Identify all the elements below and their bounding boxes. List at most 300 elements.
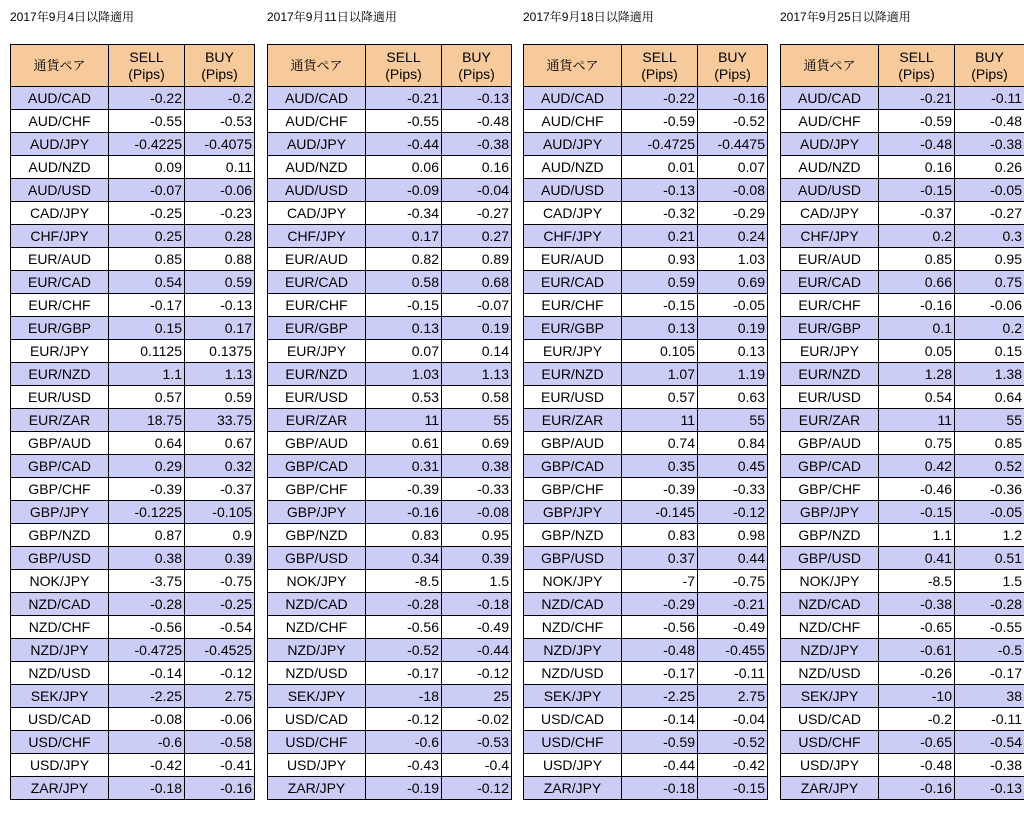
sell-cell: 1.1 [879,524,955,547]
sell-cell: -0.21 [366,87,442,110]
sell-cell: -0.44 [622,754,698,777]
table-row [524,363,768,386]
pair-cell: GBP/CAD [11,455,109,478]
table-row [11,708,255,731]
buy-cell: -0.12 [698,501,768,524]
pair-cell: AUD/CAD [781,87,879,110]
buy-cell: 0.26 [955,156,1024,179]
header-row [268,45,512,87]
sell-cell: 0.1125 [109,340,185,363]
table-row [524,524,768,547]
pair-cell: CHF/JPY [524,225,622,248]
table-row [11,524,255,547]
table-row [268,593,512,616]
pair-cell: EUR/CAD [11,271,109,294]
buy-cell: 25 [442,685,512,708]
buy-cell: -0.5 [955,639,1024,662]
pair-cell: EUR/USD [11,386,109,409]
pair-cell: AUD/JPY [781,133,879,156]
buy-cell: -0.04 [698,708,768,731]
table-row [11,317,255,340]
week-title: 2017年9月25日以降適用 [780,10,911,24]
buy-cell: -0.38 [955,133,1024,156]
pair-cell: GBP/JPY [781,501,879,524]
table-row [268,317,512,340]
pair-cell: NZD/CAD [268,593,366,616]
buy-cell: 0.58 [442,386,512,409]
sell-cell: -0.15 [366,294,442,317]
pair-cell: GBP/NZD [524,524,622,547]
table-row [268,777,512,800]
pair-cell: AUD/NZD [11,156,109,179]
sell-cell: 0.37 [622,547,698,570]
pair-cell: EUR/CAD [781,271,879,294]
table-row [781,685,1024,708]
buy-cell: -0.12 [442,662,512,685]
table-row [11,455,255,478]
table-row [781,501,1024,524]
header-buy-label: BUY [462,48,491,65]
pair-cell: EUR/CAD [524,271,622,294]
sell-cell: 0.17 [366,225,442,248]
week-title: 2017年9月18日以降適用 [523,10,654,24]
sell-cell: 0.66 [879,271,955,294]
table-row [524,570,768,593]
pair-cell: GBP/CAD [781,455,879,478]
buy-cell: -0.13 [442,87,512,110]
table-row [11,179,255,202]
table-row [781,133,1024,156]
buy-cell: 0.98 [698,524,768,547]
table-row [524,547,768,570]
buy-cell: -0.21 [698,593,768,616]
buy-cell: -0.49 [442,616,512,639]
pair-cell: EUR/NZD [781,363,879,386]
table-row [524,455,768,478]
buy-cell: 0.95 [442,524,512,547]
buy-cell: 1.13 [185,363,255,386]
table-row [268,179,512,202]
pair-cell: GBP/CHF [11,478,109,501]
pair-cell: NOK/JPY [524,570,622,593]
sell-cell: -0.48 [879,754,955,777]
header-pair: 通貨ペア [268,45,366,87]
table-row [524,639,768,662]
header-sell-unit: (Pips) [128,65,165,82]
pair-cell: NZD/USD [11,662,109,685]
buy-cell: -0.13 [955,777,1024,800]
pair-cell: NZD/JPY [11,639,109,662]
buy-cell: 0.15 [955,340,1024,363]
table-row [781,524,1024,547]
pair-cell: AUD/NZD [524,156,622,179]
sell-cell: -0.09 [366,179,442,202]
sell-cell: -0.16 [879,294,955,317]
sell-cell: -0.29 [622,593,698,616]
sell-cell: 0.42 [879,455,955,478]
table-row [781,340,1024,363]
table-row [11,501,255,524]
sell-cell: 0.83 [622,524,698,547]
buy-cell: -0.08 [698,179,768,202]
table-row [268,731,512,754]
buy-cell: 0.11 [185,156,255,179]
pair-cell: USD/JPY [268,754,366,777]
pair-cell: USD/CAD [781,708,879,731]
sell-cell: -0.32 [622,202,698,225]
sell-cell: -3.75 [109,570,185,593]
pair-cell: NZD/CAD [524,593,622,616]
table-row [11,386,255,409]
sell-cell: 0.57 [109,386,185,409]
pair-cell: ZAR/JPY [11,777,109,800]
table-row [268,409,512,432]
buy-cell: -0.53 [442,731,512,754]
sell-cell: 0.13 [366,317,442,340]
table-row [524,593,768,616]
buy-cell: 1.19 [698,363,768,386]
table-row [781,317,1024,340]
buy-cell: -0.06 [185,179,255,202]
table-row [781,708,1024,731]
sell-cell: 0.29 [109,455,185,478]
buy-cell: -0.53 [185,110,255,133]
table-row [524,202,768,225]
sell-cell: 0.07 [366,340,442,363]
buy-cell: -0.04 [442,179,512,202]
sell-cell: 0.16 [879,156,955,179]
sell-cell: -0.18 [109,777,185,800]
header-buy-label: BUY [975,48,1004,65]
sell-cell: 1.03 [366,363,442,386]
sell-cell: -0.19 [366,777,442,800]
buy-cell: 1.03 [698,248,768,271]
table-row [268,271,512,294]
table-row [11,363,255,386]
buy-cell: 1.5 [955,570,1024,593]
week-title: 2017年9月11日以降適用 [267,10,397,24]
swap-table [523,44,768,800]
pair-cell: EUR/NZD [11,363,109,386]
sell-cell: -0.28 [109,593,185,616]
table-row [11,547,255,570]
swap-table [10,44,255,800]
buy-cell: -0.52 [698,731,768,754]
header-sell-label: SELL [386,48,421,65]
sell-cell: 0.21 [622,225,698,248]
buy-cell: 0.39 [442,547,512,570]
sell-cell: 0.57 [622,386,698,409]
sell-cell: -0.59 [622,110,698,133]
buy-cell: -0.11 [955,87,1024,110]
pair-cell: GBP/JPY [524,501,622,524]
sell-cell: -2.25 [622,685,698,708]
pair-cell: EUR/AUD [524,248,622,271]
table-row [11,662,255,685]
pair-cell: ZAR/JPY [268,777,366,800]
pair-cell: USD/JPY [524,754,622,777]
buy-cell: 0.51 [955,547,1024,570]
pair-cell: USD/CAD [11,708,109,731]
header-sell-unit: (Pips) [385,65,422,82]
sell-cell: -0.22 [109,87,185,110]
pair-cell: GBP/CAD [524,455,622,478]
sell-cell: 0.82 [366,248,442,271]
sell-cell: -7 [622,570,698,593]
sell-cell: -0.48 [622,639,698,662]
pair-cell: CHF/JPY [11,225,109,248]
table-row [268,616,512,639]
buy-cell: 0.85 [955,432,1024,455]
buy-cell: 0.63 [698,386,768,409]
table-row [11,685,255,708]
table-row [524,432,768,455]
table-row [781,202,1024,225]
pair-cell: GBP/AUD [781,432,879,455]
table-row [524,317,768,340]
buy-cell: -0.42 [698,754,768,777]
buy-cell: 1.38 [955,363,1024,386]
sell-cell: 0.85 [109,248,185,271]
pair-cell: SEK/JPY [781,685,879,708]
pair-cell: EUR/JPY [11,340,109,363]
pair-cell: USD/CAD [268,708,366,731]
table-row [11,294,255,317]
sell-cell: 0.93 [622,248,698,271]
header-buy-unit: (Pips) [971,65,1008,82]
table-row [268,501,512,524]
buy-cell: 0.69 [698,271,768,294]
pair-cell: NZD/USD [781,662,879,685]
pair-cell: GBP/AUD [11,432,109,455]
sell-cell: 0.35 [622,455,698,478]
buy-cell: 0.19 [442,317,512,340]
table-row [268,294,512,317]
table-row [781,616,1024,639]
table-row [11,639,255,662]
sell-cell: -0.12 [366,708,442,731]
sell-cell: -0.2 [879,708,955,731]
header-sell [366,45,442,87]
table-row [524,133,768,156]
table-row [524,248,768,271]
pair-cell: EUR/CHF [781,294,879,317]
sell-cell: -0.15 [622,294,698,317]
buy-cell: 1.13 [442,363,512,386]
sell-cell: -0.42 [109,754,185,777]
pair-cell: USD/CHF [781,731,879,754]
header-sell [879,45,955,87]
table-row [781,271,1024,294]
pair-cell: EUR/ZAR [11,409,109,432]
sell-cell: -0.145 [622,501,698,524]
sell-cell: 0.13 [622,317,698,340]
pair-cell: EUR/NZD [524,363,622,386]
buy-cell: 0.27 [442,225,512,248]
buy-cell: -0.54 [185,616,255,639]
sell-cell: -0.18 [622,777,698,800]
table-row [781,363,1024,386]
table-row [11,731,255,754]
table-row [524,156,768,179]
buy-cell: -0.48 [442,110,512,133]
buy-cell: -0.38 [955,754,1024,777]
table-row [781,248,1024,271]
sell-cell: 0.74 [622,432,698,455]
buy-cell: 0.68 [442,271,512,294]
sell-cell: 0.09 [109,156,185,179]
sell-cell: 0.31 [366,455,442,478]
table-row [781,432,1024,455]
table-row [781,386,1024,409]
table-row [524,87,768,110]
buy-cell: -0.25 [185,593,255,616]
sell-cell: 0.87 [109,524,185,547]
sell-cell: -0.56 [622,616,698,639]
sell-cell: -0.28 [366,593,442,616]
sell-cell: -0.15 [879,179,955,202]
buy-cell: 0.84 [698,432,768,455]
buy-cell: -0.55 [955,616,1024,639]
buy-cell: -0.44 [442,639,512,662]
pair-cell: NOK/JPY [781,570,879,593]
pair-cell: EUR/ZAR [524,409,622,432]
table-row [268,455,512,478]
sell-cell: -8.5 [366,570,442,593]
pair-cell: SEK/JPY [524,685,622,708]
table-row [524,478,768,501]
table-row [781,777,1024,800]
sell-cell: -0.65 [879,731,955,754]
header-sell-unit: (Pips) [898,65,935,82]
pair-cell: EUR/AUD [11,248,109,271]
sell-cell: -0.39 [622,478,698,501]
table-row [781,179,1024,202]
pair-cell: NZD/CAD [781,593,879,616]
table-row [524,777,768,800]
buy-cell: 0.13 [698,340,768,363]
sell-cell: -2.25 [109,685,185,708]
sell-cell: 1.28 [879,363,955,386]
buy-cell: -0.36 [955,478,1024,501]
pair-cell: GBP/NZD [781,524,879,547]
buy-cell: 0.1375 [185,340,255,363]
table-row [268,685,512,708]
pair-cell: AUD/CAD [268,87,366,110]
sell-cell: -0.17 [622,662,698,685]
table-row [268,340,512,363]
buy-cell: -0.4 [442,754,512,777]
table-row [11,432,255,455]
buy-cell: 0.32 [185,455,255,478]
table-row [524,409,768,432]
sell-cell: 0.15 [109,317,185,340]
buy-cell: -0.11 [955,708,1024,731]
sell-cell: -0.17 [109,294,185,317]
pair-cell: CAD/JPY [781,202,879,225]
pair-cell: AUD/NZD [268,156,366,179]
buy-cell: -0.49 [698,616,768,639]
buy-cell: -0.16 [698,87,768,110]
pair-cell: NOK/JPY [11,570,109,593]
header-sell [109,45,185,87]
sell-cell: -0.16 [366,501,442,524]
buy-cell: -0.05 [955,501,1024,524]
buy-cell: -0.4525 [185,639,255,662]
header-buy [955,45,1024,87]
header-sell [622,45,698,87]
pair-cell: EUR/GBP [524,317,622,340]
buy-cell: 0.16 [442,156,512,179]
pair-cell: GBP/USD [524,547,622,570]
buy-cell: -0.27 [955,202,1024,225]
table-row [268,363,512,386]
buy-cell: 0.67 [185,432,255,455]
buy-cell: -0.07 [442,294,512,317]
table-row [524,754,768,777]
buy-cell: -0.16 [185,777,255,800]
pair-cell: EUR/AUD [268,248,366,271]
sell-cell: 0.01 [622,156,698,179]
sell-cell: -0.6 [366,731,442,754]
buy-cell: 33.75 [185,409,255,432]
sell-cell: -0.55 [109,110,185,133]
buy-cell: -0.23 [185,202,255,225]
pair-cell: EUR/NZD [268,363,366,386]
pair-cell: EUR/CHF [268,294,366,317]
sell-cell: 0.105 [622,340,698,363]
pair-cell: NZD/USD [268,662,366,685]
buy-cell: -0.2 [185,87,255,110]
table-row [268,478,512,501]
table-row [524,731,768,754]
table-row [268,432,512,455]
buy-cell: -0.12 [442,777,512,800]
pair-cell: EUR/JPY [524,340,622,363]
pair-cell: NZD/CAD [11,593,109,616]
buy-cell: 0.52 [955,455,1024,478]
buy-cell: 0.69 [442,432,512,455]
buy-cell: -0.41 [185,754,255,777]
buy-cell: 0.19 [698,317,768,340]
pair-cell: EUR/AUD [781,248,879,271]
table-row [268,133,512,156]
pair-cell: AUD/CHF [781,110,879,133]
pair-cell: CAD/JPY [268,202,366,225]
table-row [524,501,768,524]
header-row [11,45,255,87]
table-row [781,225,1024,248]
header-pair: 通貨ペア [11,45,109,87]
header-buy [185,45,255,87]
table-row [11,271,255,294]
pair-cell: EUR/JPY [781,340,879,363]
pair-cell: AUD/CHF [268,110,366,133]
buy-cell: -0.4075 [185,133,255,156]
pair-cell: CHF/JPY [781,225,879,248]
table-row [268,248,512,271]
pair-cell: GBP/CHF [268,478,366,501]
pair-cell: ZAR/JPY [781,777,879,800]
header-sell-label: SELL [642,48,677,65]
sell-cell: 0.38 [109,547,185,570]
buy-cell: -0.18 [442,593,512,616]
pair-cell: EUR/JPY [268,340,366,363]
table-row [11,248,255,271]
pair-cell: EUR/GBP [781,317,879,340]
sell-cell: 18.75 [109,409,185,432]
header-buy-unit: (Pips) [714,65,751,82]
